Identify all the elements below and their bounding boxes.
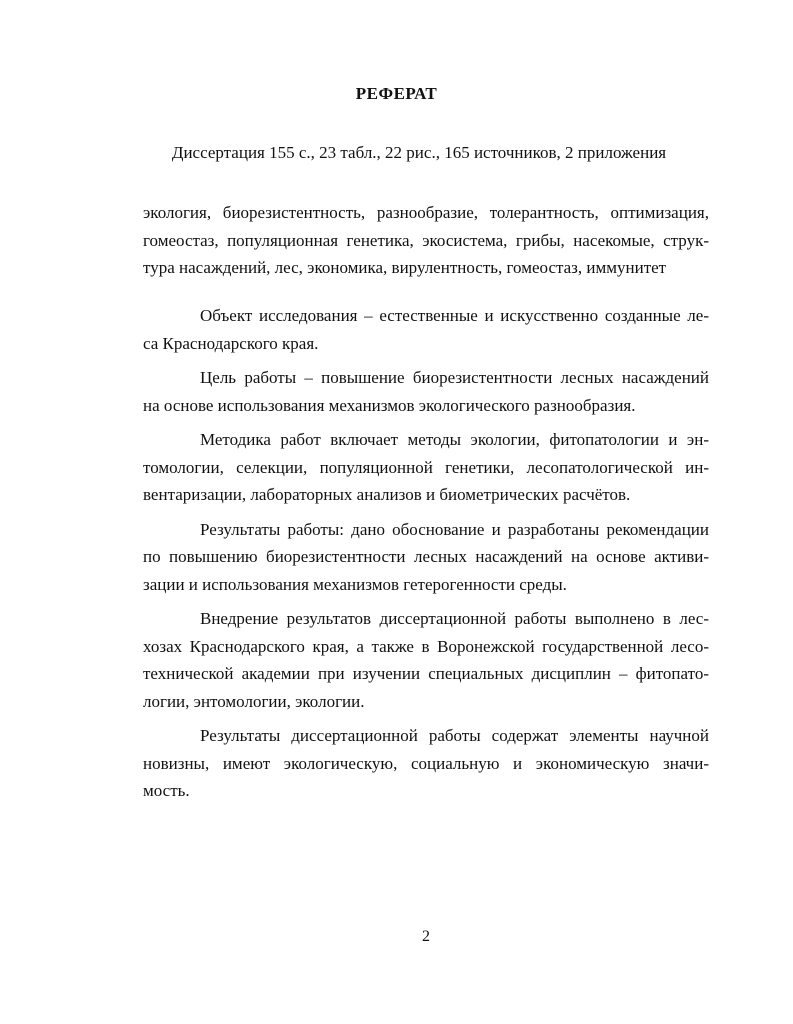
keywords-line: тура насаждений, лес, экономика, вирулентность, гомеостаз, иммунитет xyxy=(143,258,667,277)
keywords-line: экология, биорезистентность, разнообразие, толерантность, оптимизация, xyxy=(143,203,709,222)
paragraph-implementation xyxy=(143,605,709,715)
text-line: Объект исследования – естественные и искусственно созданные ле- xyxy=(200,306,709,325)
text-line: вентаризации, лабораторных анализов и биометрических расчётов. xyxy=(143,485,631,504)
keywords-line: гомеостаз, популяционная генетика, экосистема, грибы, насекомые, струк- xyxy=(143,230,709,250)
document-title: РЕФЕРАТ xyxy=(355,84,438,103)
text-line: хозах Краснодарского края, а также в Воронежской государственной лесо- xyxy=(143,636,709,656)
page-number: 2 xyxy=(422,928,430,945)
abstract-body xyxy=(143,302,709,812)
text-line: зации и использования механизмов гетерогенности среды. xyxy=(143,574,567,594)
text-line: са Краснодарского края. xyxy=(143,333,319,353)
paragraph-methods xyxy=(143,426,709,509)
text-line: новизны, имеют экологическую, социальную и экономическую значи- xyxy=(143,753,709,773)
dissertation-summary: Диссертация 155 с., 23 табл., 22 рис., 165 источников, 2 приложения xyxy=(171,143,667,162)
paragraph-results xyxy=(143,516,709,599)
text-line: логии, энтомологии, экологии. xyxy=(143,691,365,711)
keywords-block xyxy=(143,199,709,282)
text-line: на основе использования механизмов экологического разнообразия. xyxy=(143,395,636,415)
paragraph-novelty xyxy=(143,722,709,805)
text-line: по повышению биорезистентности лесных насаждений на основе активи- xyxy=(143,547,709,566)
text-line: Цель работы – повышение биорезистентности лесных насаждений xyxy=(200,368,709,387)
paragraph-goal xyxy=(143,364,709,419)
text-line: Внедрение результатов диссертационной работы выполнено в лес- xyxy=(200,609,709,628)
text-line: Результаты диссертационной работы содержат элементы научной xyxy=(200,726,709,745)
text-line: Методика работ включает методы экологии, фитопатологии и эн- xyxy=(200,430,709,449)
text-line: томологии, селекции, популяционной генетики, лесопатологической ин- xyxy=(143,457,709,477)
paragraph-object xyxy=(143,302,709,357)
text-line: мость. xyxy=(143,781,190,800)
text-line: Результаты работы: дано обоснование и разработаны рекомендации xyxy=(200,519,709,539)
text-line: технической академии при изучении специальных дисциплин – фитопато- xyxy=(143,664,709,683)
